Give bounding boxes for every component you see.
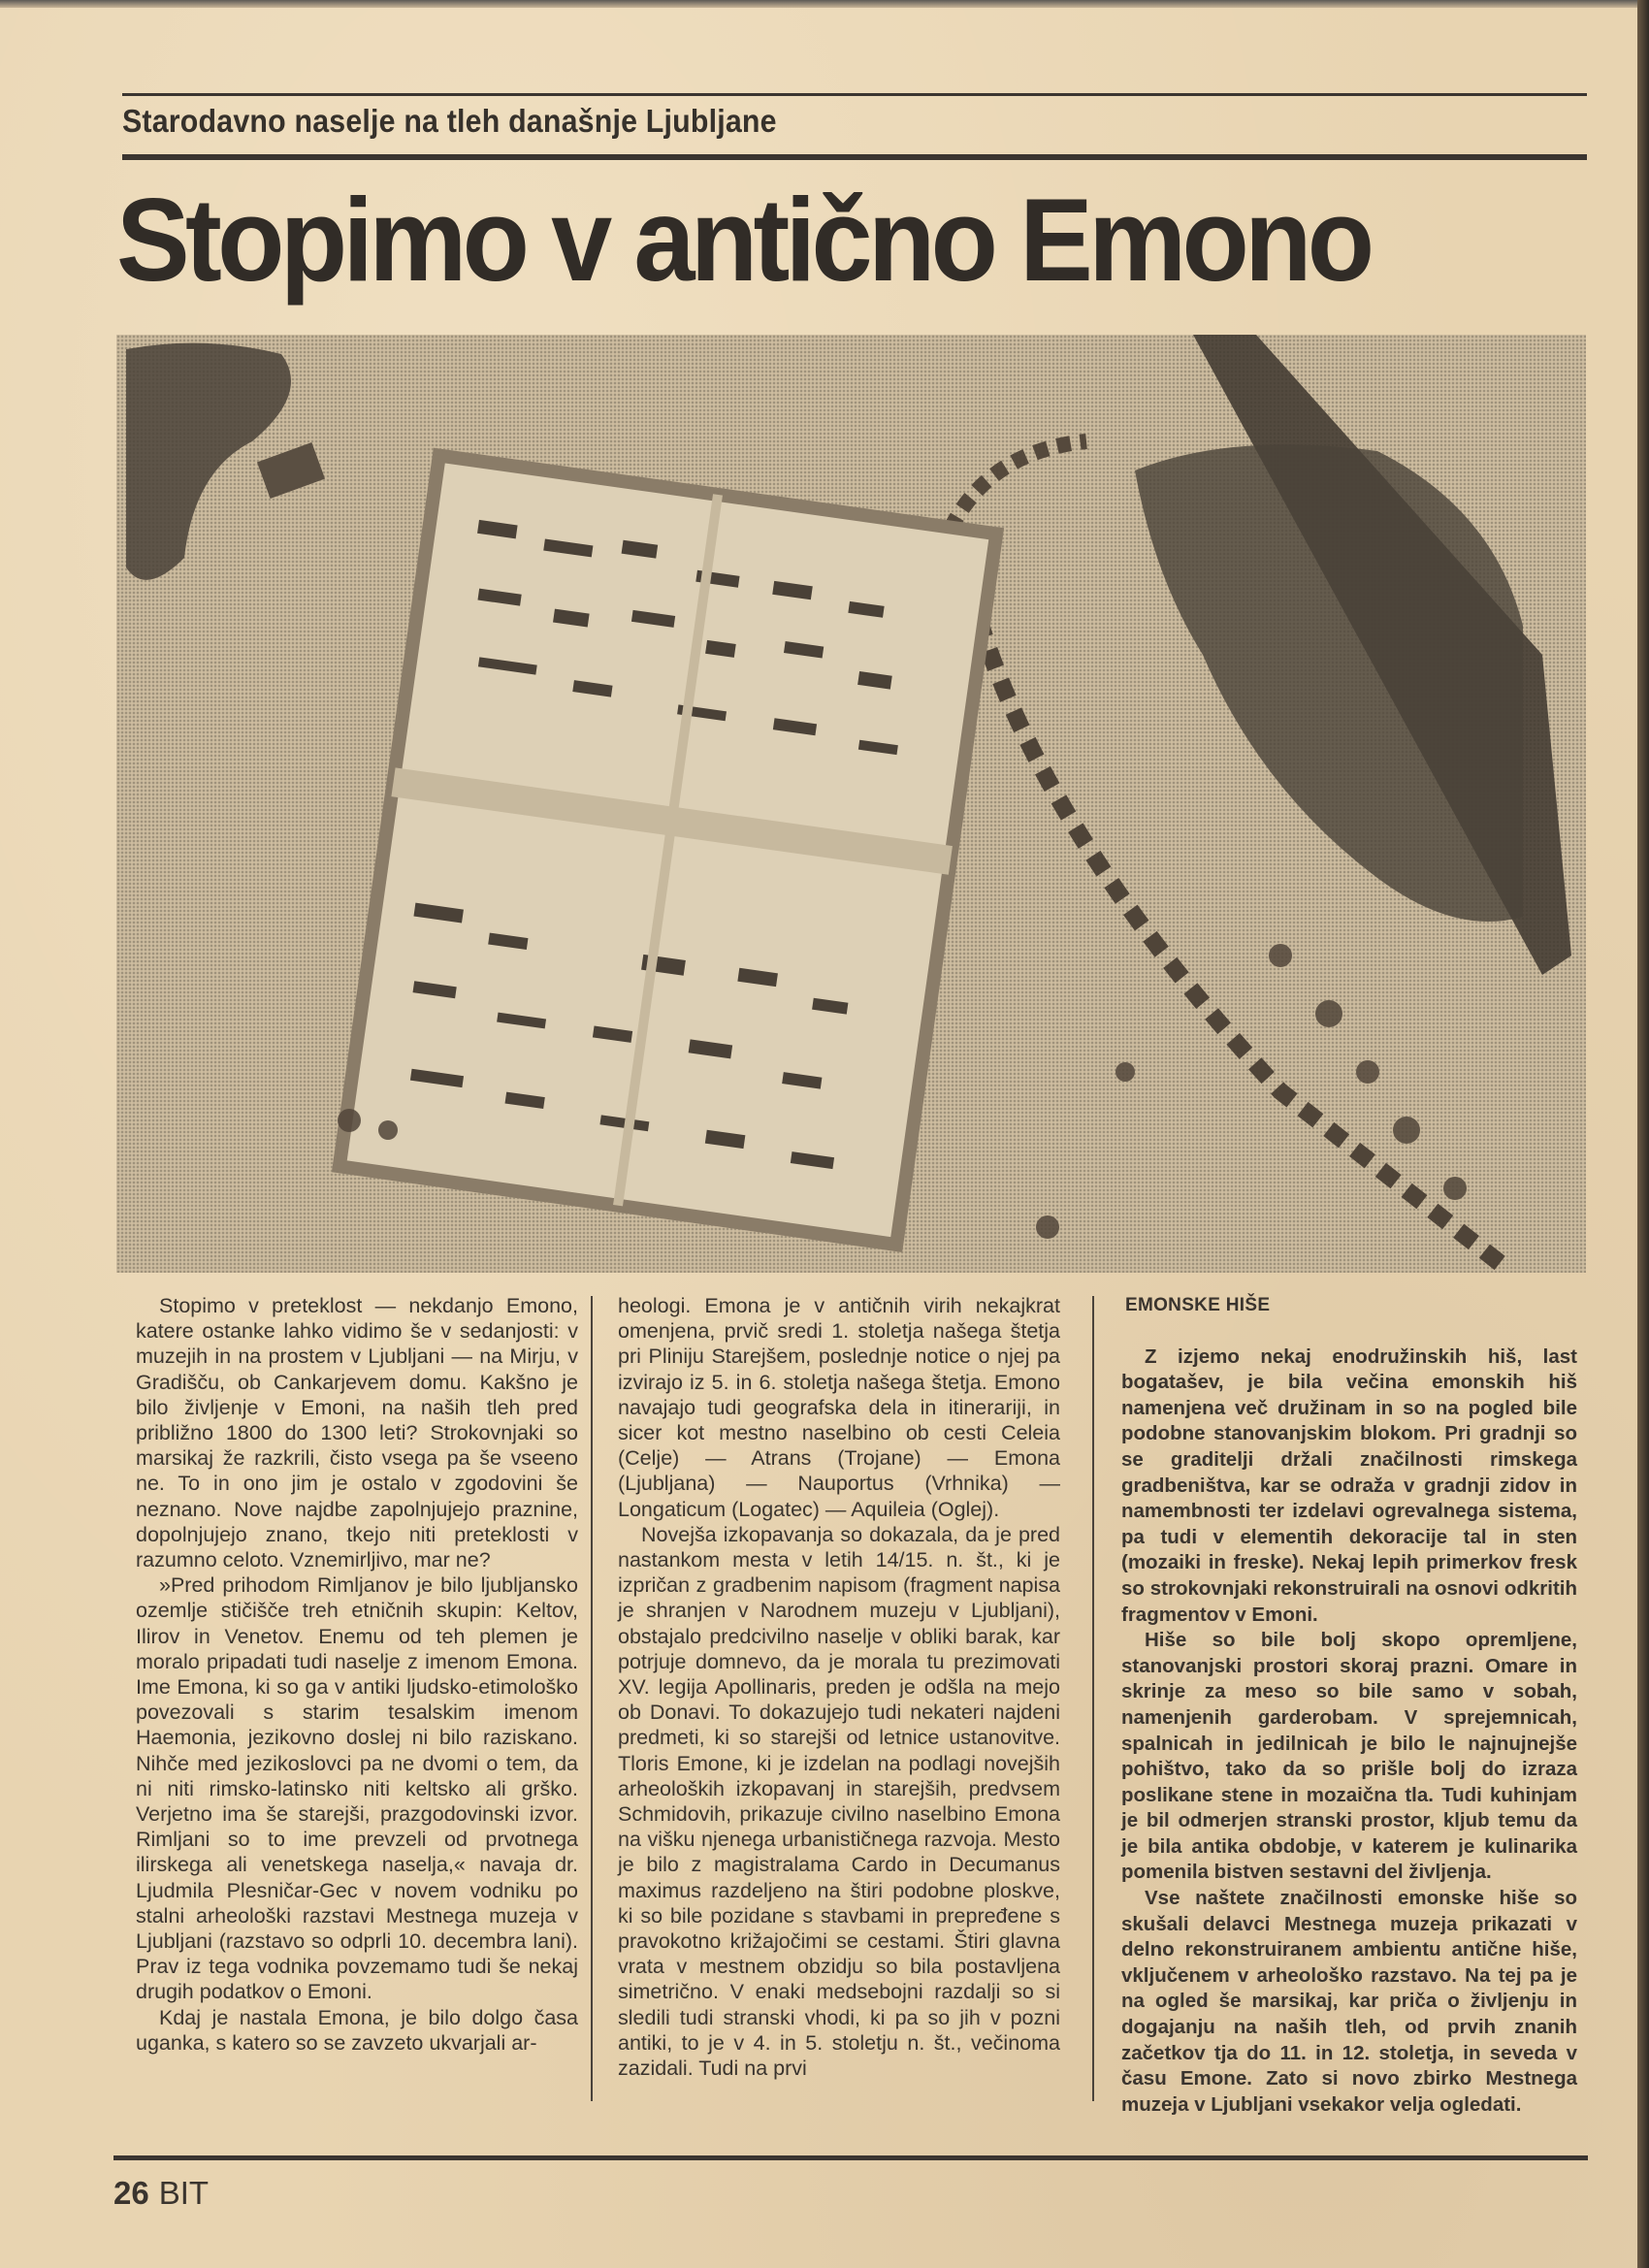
magazine-name: BIT bbox=[158, 2175, 210, 2211]
paragraph: Kdaj je nastala Emona, je bilo dolgo časa uganka, s katero so se zavzeto ukvarjali ar- bbox=[136, 2005, 578, 2055]
article-column-2 bbox=[618, 1293, 1060, 2081]
scan-edge-right bbox=[1637, 0, 1649, 2268]
article-kicker: Starodavno naselje na tleh današnje Ljubljane bbox=[122, 103, 777, 139]
paragraph: heologi. Emona je v antičnih virih nekajkrat omenjena, prvič sredi 1. stoletja našega štetja pri Pliniju Starejšem, poslednje notice o njej pa izvirajo iz 5. in 6. stoletja našega štetja. Emono navajajo tudi geografska dela in itinerariji, in sicer kot mestno naselbino ob cesti Celeia (Celje) — Atrans (Trojane) — Emona (Ljubljana) — Nauportus (Vrhnika) — Longaticum (Logatec) — Aquileia (Oglej). bbox=[618, 1294, 1060, 1521]
scan-edge-top bbox=[0, 0, 1649, 8]
page-footer bbox=[113, 2175, 209, 2212]
column-divider-2 bbox=[1092, 1296, 1094, 2101]
kicker-rule bbox=[122, 154, 1587, 160]
paragraph: Novejša izkopavanja so dokazala, da je pred nastankom mesta v letih 14/15. n. št., ki je izpričan z gradbenim napisom (fragment napisa je shranjen v Narodnem muzeju v Ljubljani), obstajalo predcivilno naselje v obliki barak, kar potrjuje domnevo, da je morala tu prezimovati XV. legija Apollinaris, preden je odšla na mejo ob Donavi. To dokazujejo tudi nekateri najdeni predmeti, ki so starejši od letnice ustanovitve. Tloris Emone, ki je izdelan na podlagi novejših arheoloških izkopavanj in starejših, predvsem Schmidovih, prikazuje civilno naselbino Emona na višku njenega urbanističnega razvoja. Mesto je bilo z magistralama Cardo in Decumanus maximus razdeljeno na štiri podobne ploskve, ki so bile pozidane s stavbami in prepređene s pravokotno križajočimi se cestami. Štiri glavna vrata v mestnem obzidju so bila postavljena simetrično. V enaki medsebojni razdalji so si sledili tudi stranski vhodi, ki pa so jih v pozni antiki, to je v 4. in 5. stoletju n. št., večinoma zazidali. Tudi na prvi bbox=[618, 1522, 1060, 2081]
paragraph: »Pred prihodom Rimljanov je bilo ljubljansko ozemlje stičišče treh etničnih skupin: Keltov, Ilirov in Venetov. Enemu od teh plemen je moralo pripadati tudi naselje z imenom Emona. Ime Emona, ki so ga v antiki ljudsko-etimološko povezovali s starim tesalskim imenom Haemonia, jezikovno doslej ni bilo raziskano. Nihče med jezikoslovci pa ne dvomi o tem, da ni niti rimsko-latinsko niti keltsko ali grško. Verjetno ima še starejši, prazgodovinski izvor. Rimljani so to ime prevzeli od prvotnega ilirskega ali venetskega naselja,« navaja dr. Ljudmila Plesničar-Gec v novem vodniku po stalni arheološki razstavi Mestnega muzeja v Ljubljani (razstavo so odprli 10. decembra lani). Prav iz tega vodnika povzemamo tudi še nekaj drugih podatkov o Emoni. bbox=[136, 1573, 578, 2004]
aerial-photo bbox=[116, 335, 1586, 1273]
paragraph: Vse naštete značilnosti emonske hiše so skušali delavci Mestnega muzeja prikazati v delno rekonstruiranem ambientu antične hiše, vključenem v arheološko razstavo. Na tej pa je na ogled še marsikaj, kar priča o življenju in dogajanju na naših tleh, od prvih znanih začetkov tja do 11. in 12. stoletja, in seveda v času Emone. Zato si novo zbirko Mestnega muzeja v Ljubljani vsekakor velja ogledati. bbox=[1121, 1887, 1577, 2116]
paragraph: Z izjemo nekaj enodružinskih hiš, last bogatašev, je bila večina emonskih hiš namenjena več družinam in so na pogled bile podobne stanovanjskim blokom. Pri gradnji so se graditelji držali značilnosti rimskega gradbeništva, kar se odraža v gradnji zidov in namembnosti ter izdelavi ogrevalnega sistema, pa tudi v elementih dekoracije tal in sten (mozaiki in freske). Nekaj lepih primerkov fresk so strokovnjaki rekonstruirali na osnovi odkritih fragmentov v Emoni. bbox=[1121, 1345, 1577, 1626]
section-subheading: EMONSKE HIŠE bbox=[1125, 1295, 1271, 1315]
aerial-photo-icon bbox=[116, 335, 1586, 1273]
bottom-rule bbox=[113, 2155, 1588, 2160]
page-number: 26 bbox=[113, 2175, 149, 2211]
article-column-3 bbox=[1121, 1293, 1577, 2118]
article-headline: Stopimo v antično Emono bbox=[116, 174, 1371, 306]
top-rule bbox=[122, 93, 1587, 96]
article-column-1 bbox=[136, 1293, 578, 2056]
paragraph: Stopimo v preteklost — nekdanjo Emono, katere ostanke lahko vidimo še v sedanjosti: v muzejih in na prostem v Ljubljani — na Mirju, v Gradišču, ob Cankarjevem domu. Kakšno je bilo življenje v Emoni, na naših tleh pred približno 1800 do 1300 leti? Strokovnjaki so marsikaj že razkrili, čisto vsega pa še vseeno ne. To in ono jim je ostalo v zgodovini še neznano. Nove najdbe zapolnjujejo praznine, dopolnjujejo znano, tkejo niti preteklosti v razumno celoto. Vznemirljivo, mar ne? bbox=[136, 1294, 578, 1572]
column-divider-1 bbox=[591, 1296, 593, 2101]
paragraph: Hiše so bile bolj skopo opremljene, stanovanjski prostori skoraj prazni. Omare in skrinje za meso so bile samo v sobah, namenjenih garderobam. V sprejemnicah, spalnicah in jedilnicah je bilo le najnujnejše pohištvo, tako da so prišle bolj do izraza poslikane stene in mozaična tla. Tudi kuhinjam je bil odmerjen stranski prostor, kljub temu da je bila antika obdobje, v katerem je kulinarika pomenila bistven sestavni del življenja. bbox=[1121, 1629, 1577, 1884]
